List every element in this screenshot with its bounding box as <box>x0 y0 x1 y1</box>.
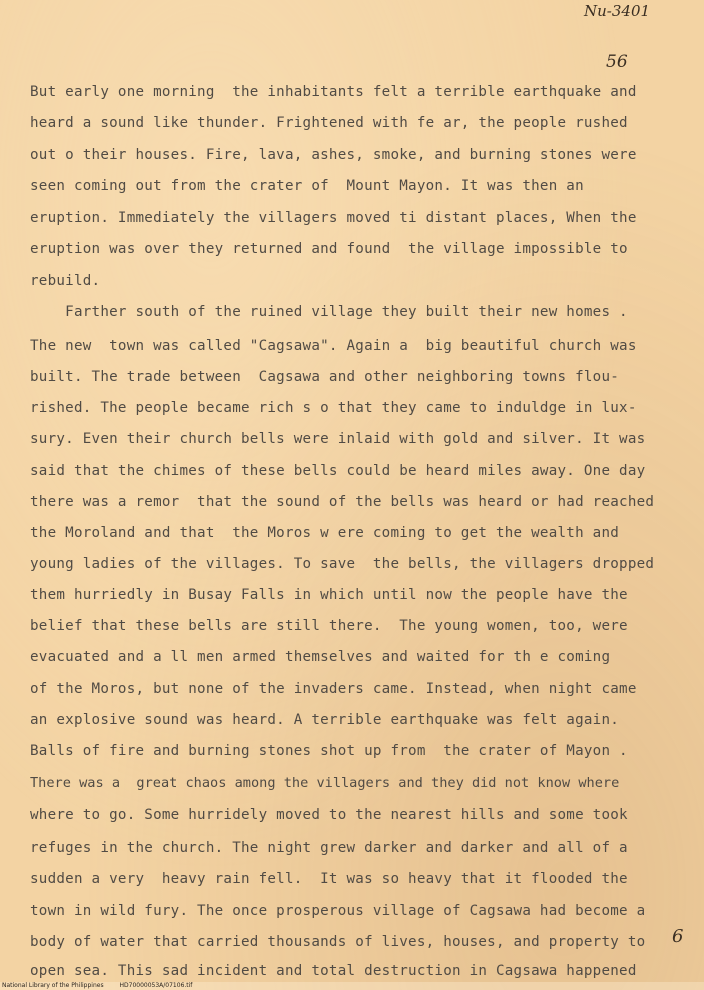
handwritten-margin-mark: 6 <box>672 926 684 947</box>
text-line: rished. The people became rich s o that they came to induldge in lux- <box>30 400 637 416</box>
text-line: town in wild fury. The once prosperous village of Cagsawa had become a <box>30 903 646 919</box>
page-number: 56 <box>606 52 628 72</box>
text-line: eruption was over they returned and found the village impossible to <box>30 241 628 257</box>
text-line: There was a great chaos among the villagers and they did not know where <box>30 775 620 791</box>
text-line: sury. Even their church bells were inlaid with gold and silver. It was <box>30 431 646 447</box>
scan-footer <box>0 982 704 990</box>
text-line: seen coming out from the crater of Mount Mayon. It was then an <box>30 178 584 194</box>
text-line: The new town was called "Cagsawa". Again a big beautiful church was <box>30 338 637 354</box>
text-line: the Moroland and that the Moros w ere coming to get the wealth and <box>30 525 620 541</box>
text-line: eruption. Immediately the villagers moved ti distant places, When the <box>30 210 637 226</box>
text-line: young ladies of the villages. To save the bells, the villagers dropped <box>30 556 655 572</box>
text-line: Balls of fire and burning stones shot up from the crater of Mayon . <box>30 743 628 759</box>
text-line: them hurriedly in Busay Falls in which until now the people have the <box>30 587 628 603</box>
footer-institution: National Library of the Philippines <box>2 982 104 989</box>
text-line: there was a remor that the sound of the bells was heard or had reached <box>30 494 655 510</box>
text-line: refuges in the church. The night grew darker and darker and all of a <box>30 840 628 856</box>
text-line: where to go. Some hurridely moved to the nearest hills and some took <box>30 807 628 823</box>
text-line: of the Moros, but none of the invaders came. Instead, when night came <box>30 681 637 697</box>
text-line: body of water that carried thousands of lives, houses, and property to <box>30 934 646 950</box>
text-line: out o their houses. Fire, lava, ashes, smoke, and burning stones were <box>30 147 637 163</box>
text-line: said that the chimes of these bells could be heard miles away. One day <box>30 463 646 479</box>
text-line: evacuated and a ll men armed themselves and waited for th e coming <box>30 649 611 665</box>
text-line: open sea. This sad incident and total destruction in Cagsawa happened <box>30 963 637 979</box>
footer-file-id: HD70000053A/07106.tif <box>119 982 193 989</box>
text-line: sudden a very heavy rain fell. It was so heavy that it flooded the <box>30 871 628 887</box>
text-line: heard a sound like thunder. Frightened with fe ar, the people rushed <box>30 115 628 131</box>
text-line: rebuild. <box>30 273 101 289</box>
reference-number: Nu-3401 <box>584 2 651 20</box>
text-line: But early one morning the inhabitants felt a terrible earthquake and <box>30 84 637 100</box>
text-line: an explosive sound was heard. A terrible earthquake was felt again. <box>30 712 620 728</box>
text-line: belief that these bells are still there. The young women, too, were <box>30 618 628 634</box>
text-line: built. The trade between Cagsawa and other neighboring towns flou- <box>30 369 620 385</box>
text-line: Farther south of the ruined village they built their new homes . <box>30 304 628 320</box>
